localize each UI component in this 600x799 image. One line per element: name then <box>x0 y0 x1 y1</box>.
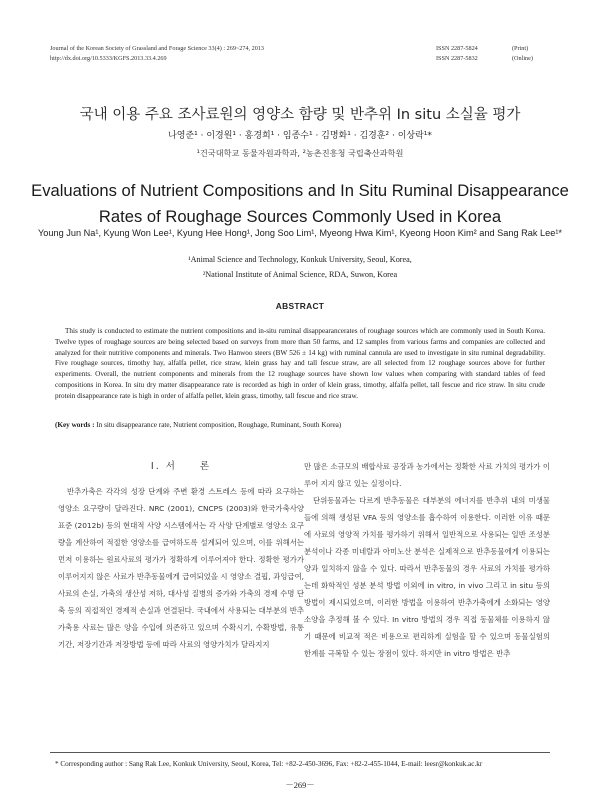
affiliation-korean: ¹건국대학교 동물자원과학과, ²농촌진흥청 국립축산과학원 <box>196 148 404 158</box>
affiliation-english-1: ¹Animal Science and Technology, Konkuk University, Seoul, Korea, <box>188 255 412 264</box>
keywords-label: (Key words : <box>55 421 95 429</box>
issn-online-label: (Online) <box>512 54 533 62</box>
issn-online-number: ISSN 2287-5832 <box>436 54 478 62</box>
footnote-divider <box>50 752 550 753</box>
issn-print-label: (Print) <box>512 45 529 52</box>
abstract-heading: ABSTRACT <box>275 301 325 311</box>
title-english: Evaluations of Nutrient Compositions and In Situ Ruminal Disappearance Rates of Roughage Sources Commonly Used in Korea <box>31 181 569 226</box>
doi-link[interactable]: http://dx.doi.org/10.5333/KGFS.2013.33.4.269 <box>50 54 167 62</box>
affiliation-english <box>0 252 600 282</box>
right-column-paragraph-2: 단위동물과는 다르게 반추동물은 대부분의 에너지를 반추위 내의 미생물들에 의해 생성된 VFA 등의 영양소를 흡수하여 이용한다. 이러한 이유 때문에 사료의 영양적 가치를 평가하기 위해서 일반적으로 사용되는 일반 조성분 분석이나 각종 미네랄과 아미노산 분석은 실제적으로 반추동물에게 이용되는 양과 일치하지 않을 수 있다. 따라서 반추동물의 경우 사료의 가치를 평가하는데 화학적인 성분 분석 방법 이외에 in vitro, in vivo 그리고 in situ 등의 방법이 제시되었으며, 이러한 방법을 이용하여 반추가축에게 소화되는 영양소양을 추정해 볼 수 있다. In vitro 방법의 경우 직접 동물체를 이용하지 않기 때문에 비교적 적은 비용으로 편리하게 실험을 할 수 있으며 동물실험의 한계를 극복할 수 있는 장점이 있다. 하지만 in vitro 방법은 반추 <box>304 496 550 658</box>
right-column <box>304 458 550 662</box>
left-column <box>58 458 304 653</box>
page-number: －269－ <box>285 781 315 790</box>
issn-block <box>436 44 533 63</box>
issn-online <box>436 54 533 64</box>
corresponding-author-footnote: * Corresponding author : Sang Rak Lee, Konkuk University, Seoul, Korea, Tel: +82-2-450-3696, Fax: +82-2-455-1044, E-mail: leesr@konkuk.ac.kr <box>55 760 483 768</box>
keywords-text: In situ disappearance rate, Nutrient composition, Roughage, Ruminant, South Korea) <box>96 421 342 429</box>
issn-print-number: ISSN 2287-5824 <box>436 45 478 52</box>
authors-english: Young Jun Na¹, Kyung Won Lee¹, Kyung Hee Hong¹, Jong Soo Lim¹, Myeong Hwa Kim¹, Kyeong Hoon Kim² and Sang Rak Lee¹* <box>38 228 562 238</box>
issn-print <box>436 44 533 54</box>
journal-header <box>50 44 264 63</box>
journal-citation: Journal of the Korean Society of Grassland and Forage Science 33(4) : 269~274, 2013 <box>50 45 265 52</box>
title-korean: 국내 이용 주요 조사료원의 영양소 함량 및 반추위 In situ 소실율 평가 <box>79 107 521 123</box>
right-column-paragraph-1: 만 많은 소규모의 배합사료 공장과 농가에서는 정확한 사료 가치의 평가가 이루어 지지 않고 있는 실정이다. <box>304 462 550 488</box>
authors-korean: 나영준¹ · 이경원¹ · 홍경희¹ · 임종수¹ · 김명화¹ · 김경훈² · 이상락¹* <box>168 131 432 141</box>
keywords <box>55 420 545 431</box>
left-column-text: 반추가축은 각각의 성장 단계와 주변 환경 스트레스 등에 따라 요구하는 영양소 요구량이 달라진다. NRC (2001), CNCPS (2003)와 한국가축사양표준 (2012b) 등의 현대적 사양 시스템에서는 각 사양 단계별로 영양소 요구량을 계산하여 적절한 영양소를 급여하도록 설계되어 있으며, 이를 위해서는 먼저 이용하는 원료사료의 평가가 정확하게 이루어져야 한다. 정확한 평가가 이루어지지 않은 사료가 반추동물에게 급여되었을 시 영양소 결핍, 과잉급여, 사료의 손실, 가축의 생산성 저하, 대사성 질병의 증가와 가축의 경제 수명 단축 등의 직접적인 경제적 손실과 연결된다. 국내에서 사용되는 대부분의 반추가축용 사료는 많은 양을 수입에 의존하고 있으며 수확시기, 수확방법, 유통기간, 저장기간과 저장방법 등에 따라 사료의 영양가치가 달라지지 <box>58 487 304 649</box>
abstract-text: This study is conducted to estimate the nutrient compositions and in-situ ruminal disappearancerates of roughage sources which are commonly used in South Korea. Twelve types of roughage sources are being selected based on surveys from more than 50 farms, and 12 samples from various farms and companies are collected and analyzed for their nutritive components and minerals. Two Hanwoo steers (BW 526 ± 14 kg) with ruminal cannula are used to investigate in situ ruminal degradability. Five roughage sources, timothy hay, alfalfa pellet, rice straw, klein grass hay and tall fescue straw, are all selected from 12 roughage sources above for further experiments. Overall, the nutrient components and minerals from the 12 roughage sources have shown low values when comparing with standard tables of feed compositions in Korea. In situ dry matter disappearance rate is recorded as high in order of klein grass, timothy, alfalfa pellet, tall fescue and rice straw. In situ crude protein disappearance rate is high in order of alfalfa pellet, klein grass, timothy, tall fescue and rice straw. <box>55 327 545 400</box>
section-heading-introduction: Ⅰ. 서 론 <box>150 461 212 472</box>
affiliation-english-2: ²National Institute of Animal Science, RDA, Suwon, Korea <box>202 270 398 279</box>
